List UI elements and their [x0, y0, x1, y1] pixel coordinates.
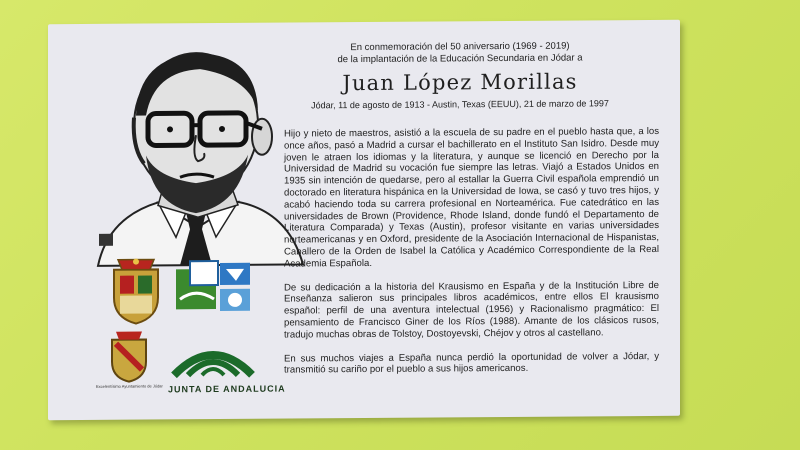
life-dates: Jódar, 11 de agosto de 1913 - Austin, Texas (EEUU), 21 de marzo de 1997 [311, 98, 609, 111]
coat-of-arms-caption: Excelentísimo Ayuntamiento de Jódar [96, 383, 163, 389]
plaque-header [310, 40, 610, 110]
biography-paragraph-2: De su dedicación a la historia del Krausismo en España y de la Institución Libre de Enseñanza salieron sus principales libros académicos, entre ellos El krausismo español: perfil de una aventura intelectual (1956) y Racionalismo pragmático: El pensamiento de Francisco Giner de los Ríos (1988). Amante de los clásicos rusos, tradujo muchas obras de Tolstoy, Dostoyevski, Chéjov y otros al castellano. [284, 279, 659, 341]
jodar-crest-icon [106, 329, 152, 383]
portrait-illustration-icon [88, 36, 308, 268]
commemorative-plaque [48, 20, 680, 420]
junta-de-andalucia-label: JUNTA DE ANDALUCIA [168, 383, 286, 395]
artist-signature-icon [99, 234, 113, 246]
school-logo-icon [176, 259, 258, 316]
header-line-2: de la implantación de la Educación Secundaria en Jódar a [337, 52, 583, 66]
honoree-name: Juan López Morillas [342, 69, 578, 96]
biography-paragraph-1: Hijo y nieto de maestros, asistió a la escuela de su padre en el pueblo hasta que, a los once años, pasó a Madrid a cursar el bachillerato en el Instituto San Isidro. Desde muy joven le atraen los idiomas y la literatura, y aunque se licenció en Derecho por la Universidad de Madrid su vocación fue siempre las letras. Viajó a Estados Unidos en 1935 sin intención de quedarse, pero al estallar la Guerra Civil española emprendió un doctorado en literatura hispánica en la Universidad de Iowa, se casó y tuvo tres hijos, y acabó haciendo toda su carrera profesional en Norteamérica. Fue catedrático en las universidades de Brown (Providence, Rhode Island, donde fundó el Departamento de Literatura Comparada) y Texas (Austin), profesor visitante en varias universidades norteamericanas y en Oxford, presidente de la Asociación Internacional de Hispanistas, Caballero de la Orden de Isabel la Católica y Académico Correspondiente de la Real Academia Española. [284, 125, 659, 270]
junta-de-andalucia-logo-icon [170, 335, 256, 380]
jodar-coat-of-arms-icon [104, 255, 168, 325]
biography-text [284, 126, 659, 389]
biography-paragraph-3: En sus muchos viajes a España nunca perdió la oportunidad de volver a Jódar, y transmitió su cariño por el pueblo a sus hijos americanos. [284, 350, 659, 376]
header-line-1: En conmemoración del 50 aniversario (1969 - 2019) [350, 40, 570, 54]
